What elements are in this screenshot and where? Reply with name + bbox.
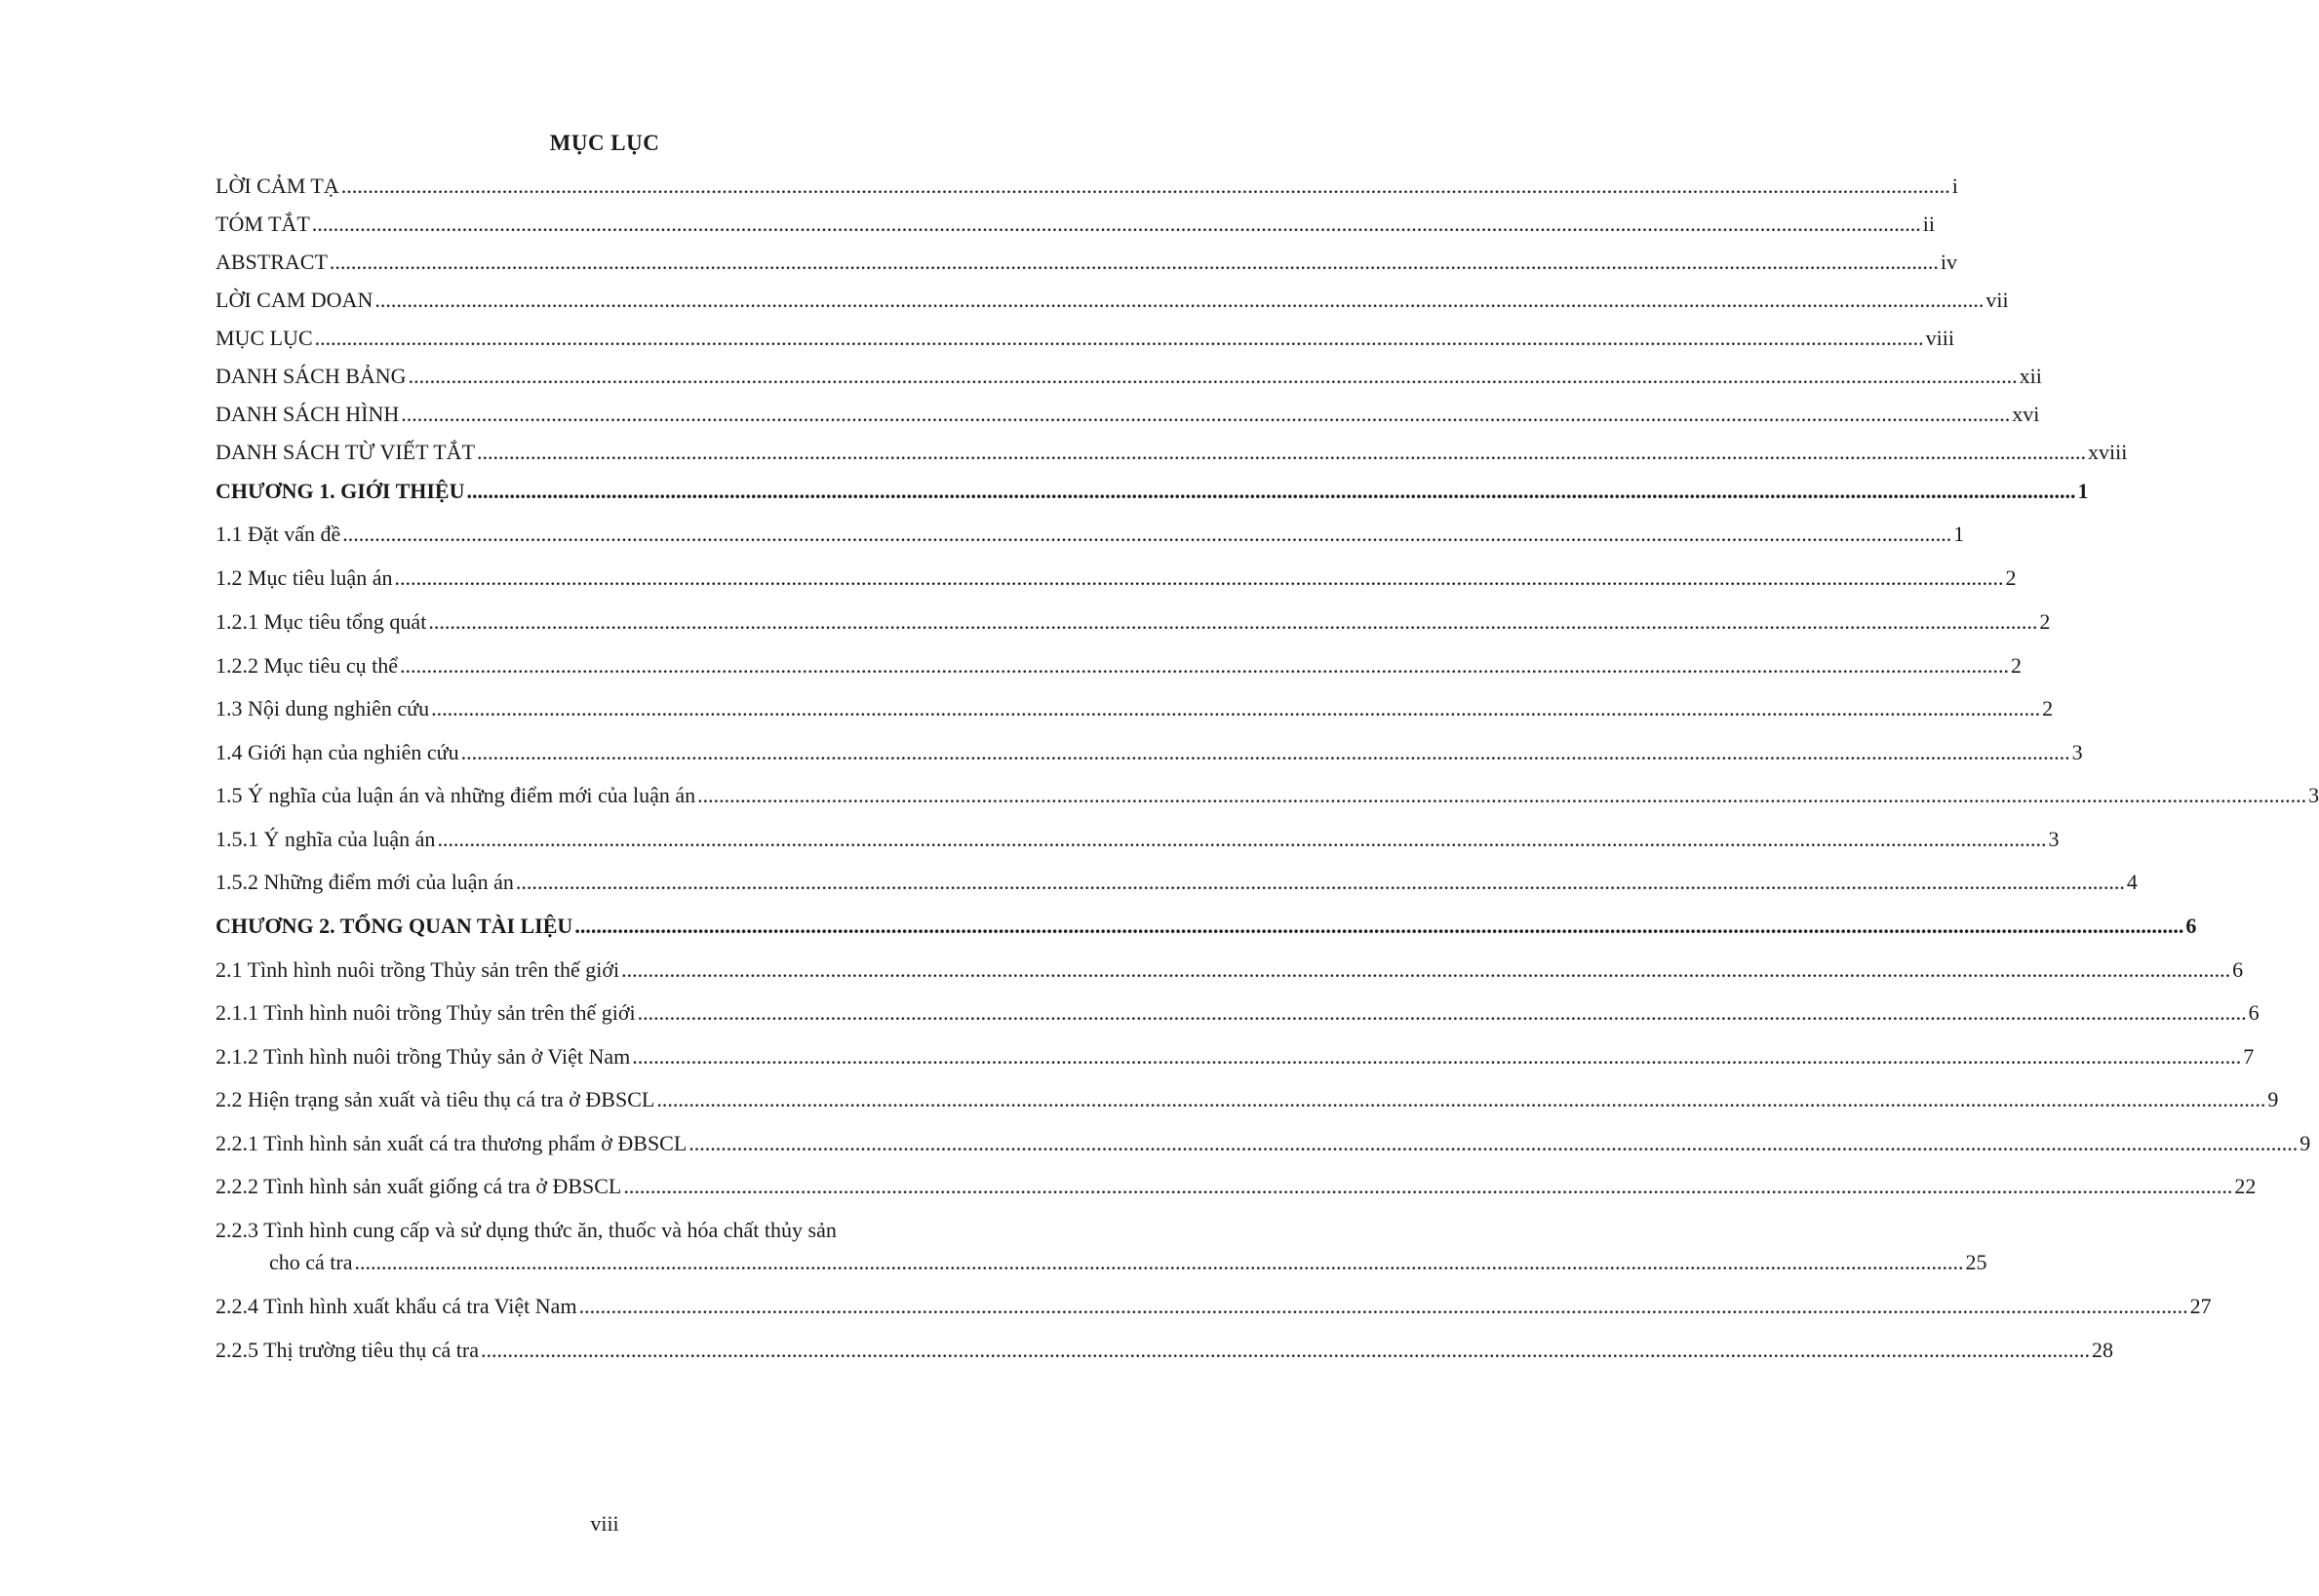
toc-entry-page: iv: [1940, 250, 1958, 274]
toc-entry-label: 1.2.1 Mục tiêu tổng quát: [216, 609, 427, 634]
toc-entry[interactable]: [216, 400, 2040, 429]
toc-entry-page: 3: [2071, 740, 2083, 764]
dot-leader: ............................................................................................................................................................................................................................................................................................................: [697, 783, 2307, 807]
toc-entry[interactable]: [216, 564, 2017, 593]
toc-entry[interactable]: [216, 1129, 2311, 1158]
toc-entry-page: 2: [2042, 696, 2054, 720]
dot-leader: ............................................................................................................................................................................................................................................................................................................: [399, 653, 2009, 678]
toc-entry[interactable]: [216, 248, 1958, 277]
dot-leader: ............................................................................................................................................................................................................................................................................................................: [574, 914, 2184, 938]
dot-leader: ............................................................................................................................................................................................................................................................................................................: [477, 440, 2087, 464]
toc-entry-label: 2.2.2 Tình hình sản xuất giống cá tra ở ĐBSCL: [216, 1174, 622, 1198]
toc-entry[interactable]: [216, 825, 2060, 854]
toc-entry-page: 1: [2077, 479, 2089, 503]
toc-entry-label: ABSTRACT: [216, 250, 328, 274]
toc-entry-page: i: [1951, 174, 1958, 198]
toc-entry[interactable]: [216, 868, 2138, 897]
toc-entry-label: 2.2 Hiện trạng sản xuất và tiêu thụ cá tra ở ĐBSCL: [216, 1087, 655, 1111]
page-number: viii: [590, 1511, 619, 1536]
toc-entry-page: 2: [2010, 653, 2022, 678]
toc-entry[interactable]: [216, 210, 1935, 239]
toc-entry-label: LỜI CẢM TẠ: [216, 174, 339, 198]
dot-leader: ............................................................................................................................................................................................................................................................................................................: [632, 1044, 2242, 1069]
toc-entry-label: 1.5.1 Ý nghĩa của luận án: [216, 827, 436, 851]
dot-leader: ............................................................................................................................................................................................................................................................................................................: [656, 1087, 2266, 1111]
dot-leader: ............................................................................................................................................................................................................................................................................................................: [314, 326, 1924, 350]
dot-leader: ............................................................................................................................................................................................................................................................................................................: [460, 740, 2070, 764]
toc-entry[interactable]: [216, 955, 2244, 985]
toc-entry-label: 1.1 Đặt vấn đề: [216, 522, 341, 546]
toc-entry-label: 1.3 Nội dung nghiên cứu: [216, 696, 430, 720]
toc-entry[interactable]: [216, 694, 2054, 723]
toc-entry-page: xii: [2019, 364, 2042, 388]
toc-entry-label: 1.5.2 Những điểm mới của luận án: [216, 870, 514, 894]
toc-title: MỤC LỤC: [549, 131, 660, 155]
toc-entry-label: 2.2.5 Thị trường tiêu thụ cá tra: [216, 1338, 479, 1362]
toc-entry-label: CHƯƠNG 2. TỔNG QUAN TÀI LIỆU: [216, 914, 573, 938]
toc-entry[interactable]: [216, 738, 2083, 767]
toc-entry-page: 6: [2232, 957, 2244, 982]
toc-entry-label: MỤC LỤC: [216, 326, 313, 350]
toc-entry-page: 1: [1953, 522, 1965, 546]
dot-leader: ............................................................................................................................................................................................................................................................................................................: [428, 609, 2038, 634]
toc-chapter-entry[interactable]: [216, 477, 2089, 506]
toc-entry-page: 9: [2267, 1087, 2279, 1111]
dot-leader: ............................................................................................................................................................................................................................................................................................................: [408, 364, 2018, 388]
toc-entry[interactable]: [216, 781, 2319, 810]
dot-leader: ............................................................................................................................................................................................................................................................................................................: [466, 479, 2076, 503]
dot-leader: ............................................................................................................................................................................................................................................................................................................: [515, 870, 2125, 894]
toc-entry-label: LỜI CAM DOAN: [216, 288, 373, 312]
dot-leader: ............................................................................................................................................................................................................................................................................................................: [623, 1174, 2233, 1198]
toc-entry-label: 1.5 Ý nghĩa của luận án và những điểm mới của luận án: [216, 783, 696, 807]
toc-entry-page: 22: [2234, 1174, 2257, 1198]
toc-entry-page: vii: [1985, 288, 2009, 312]
toc-entry-label: 1.2 Mục tiêu luận án: [216, 565, 393, 590]
toc-entry-page: 3: [2048, 827, 2060, 851]
toc-entry[interactable]: [216, 438, 2128, 467]
toc-entry-label: 2.2.3 Tình hình cung cấp và sử dụng thức ăn, thuốc và hóa chất thủy sản: [216, 1218, 837, 1242]
toc-entry[interactable]: [216, 607, 2051, 637]
toc-entry[interactable]: [216, 1292, 2212, 1321]
toc-chapter-entry[interactable]: [216, 912, 2197, 941]
toc-entry[interactable]: [216, 1216, 1987, 1277]
toc-entry[interactable]: [216, 520, 1965, 549]
dot-leader: ............................................................................................................................................................................................................................................................................................................: [401, 402, 2011, 426]
toc-entry[interactable]: [216, 998, 2260, 1028]
dot-leader: ............................................................................................................................................................................................................................................................................................................: [342, 522, 1952, 546]
toc-entry-page: 2: [2005, 565, 2017, 590]
toc-entry[interactable]: [216, 324, 1954, 353]
dot-leader: ............................................................................................................................................................................................................................................................................................................: [437, 827, 2047, 851]
toc-entry-page: xviii: [2088, 440, 2128, 464]
toc-entry-page: viii: [1925, 326, 1954, 350]
toc-entry-label: 2.2.4 Tình hình xuất khẩu cá tra Việt Nam: [216, 1294, 577, 1318]
dot-leader: ............................................................................................................................................................................................................................................................................................................: [688, 1131, 2299, 1155]
dot-leader: ............................................................................................................................................................................................................................................................................................................: [374, 288, 1985, 312]
toc-entry[interactable]: [216, 172, 1958, 201]
toc-entry-page: 27: [2189, 1294, 2212, 1318]
dot-leader: ............................................................................................................................................................................................................................................................................................................: [340, 174, 1950, 198]
toc-entry-label: 2.1.2 Tình hình nuôi trồng Thủy sản ở Việt Nam: [216, 1044, 631, 1069]
toc-entry[interactable]: [216, 362, 2042, 391]
toc-entry[interactable]: [216, 1085, 2279, 1114]
toc-entry-label: 2.2.1 Tình hình sản xuất cá tra thương phẩm ở ĐBSCL: [216, 1131, 688, 1155]
dot-leader: ............................................................................................................................................................................................................................................................................................................: [578, 1294, 2188, 1318]
dot-leader: ............................................................................................................................................................................................................................................................................................................: [480, 1338, 2090, 1362]
toc-entry[interactable]: [216, 1172, 2257, 1201]
toc-entry-label: 1.4 Giới hạn của nghiên cứu: [216, 740, 459, 764]
toc-entry-label: DANH SÁCH TỪ VIẾT TẮT: [216, 440, 476, 464]
toc-entry-page: 2: [2039, 609, 2051, 634]
toc-entry-label-continued: cho cá tra: [269, 1250, 353, 1274]
toc-entry-label: 2.1.1 Tình hình nuôi trồng Thủy sản trên thế giới: [216, 1000, 636, 1025]
toc-entry-page: xvi: [2012, 402, 2040, 426]
toc-entry-page: 9: [2299, 1131, 2311, 1155]
dot-leader: ............................................................................................................................................................................................................................................................................................................: [621, 957, 2231, 982]
toc-entry[interactable]: [216, 1042, 2255, 1071]
toc-entry-page: 7: [2243, 1044, 2255, 1069]
toc-entry-page: 3: [2308, 783, 2319, 807]
toc-entry[interactable]: [216, 651, 2022, 681]
toc-entry-label: CHƯƠNG 1. GIỚI THIỆU: [216, 479, 465, 503]
toc-entry-label: DANH SÁCH HÌNH: [216, 402, 400, 426]
toc-entry[interactable]: [216, 1336, 2113, 1365]
dot-leader: ............................................................................................................................................................................................................................................................................................................: [329, 250, 1939, 274]
dot-leader: ............................................................................................................................................................................................................................................................................................................: [354, 1250, 1964, 1274]
dot-leader: ............................................................................................................................................................................................................................................................................................................: [311, 212, 1921, 236]
toc-entry-page: 6: [2248, 1000, 2260, 1025]
toc-entry-label: TÓM TẮT: [216, 212, 310, 236]
dot-leader: ............................................................................................................................................................................................................................................................................................................: [394, 565, 2004, 590]
toc-entry-page: 6: [2185, 914, 2197, 938]
dot-leader: ............................................................................................................................................................................................................................................................................................................: [637, 1000, 2247, 1025]
dot-leader: ............................................................................................................................................................................................................................................................................................................: [431, 696, 2041, 720]
toc-entry-page: ii: [1922, 212, 1935, 236]
toc-entry-label: DANH SÁCH BẢNG: [216, 364, 407, 388]
toc-entry-label: 1.2.2 Mục tiêu cụ thể: [216, 653, 398, 678]
toc-entry-label: 2.1 Tình hình nuôi trồng Thủy sản trên thế giới: [216, 957, 620, 982]
toc-entry-page: 25: [1965, 1250, 1987, 1274]
toc-entry-page: 28: [2091, 1338, 2113, 1362]
toc-entry-page: 4: [2126, 870, 2138, 894]
toc-entry[interactable]: [216, 286, 2009, 315]
